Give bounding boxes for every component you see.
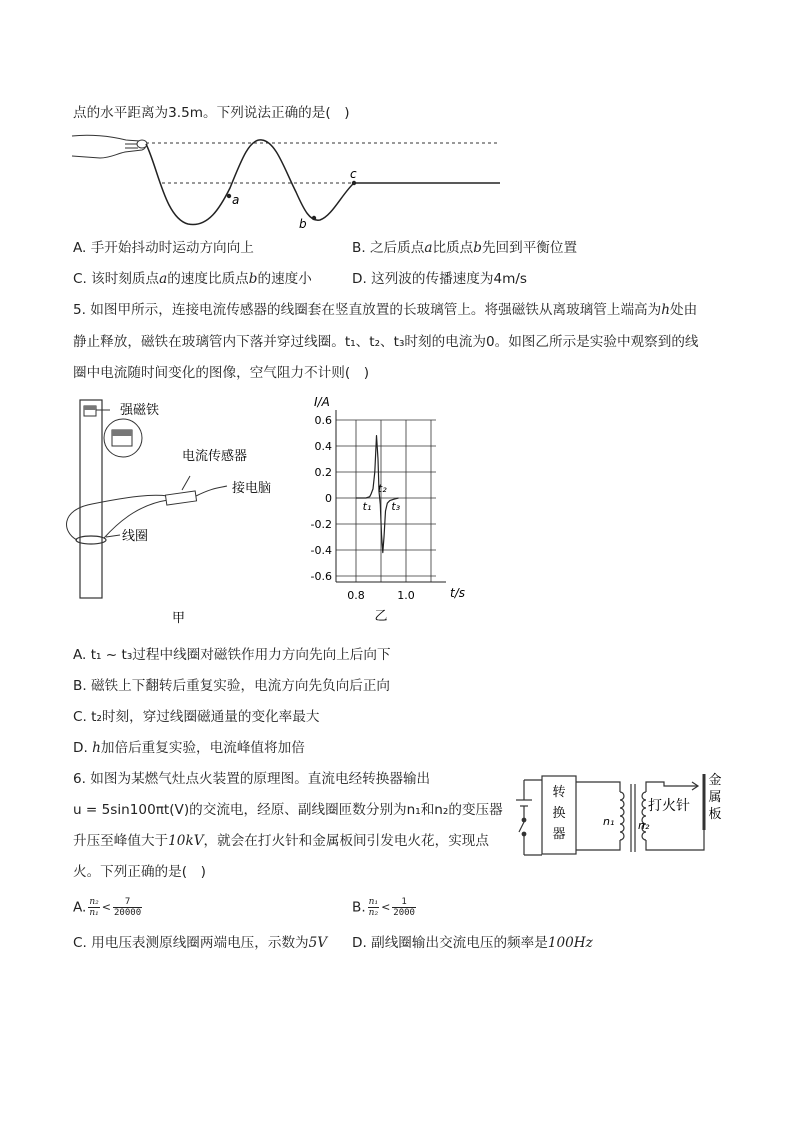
y-tick-label: -0.4 — [310, 544, 332, 557]
glass-tube — [80, 400, 102, 598]
current-sensor-box — [165, 491, 196, 505]
label-a: a — [232, 193, 240, 207]
plate-text-char: 属 — [708, 790, 722, 805]
q5-stem-line3: 圈中电流随时间变化的图像，空气阻力不计则( ) — [73, 365, 370, 381]
primary-coil — [620, 792, 624, 840]
conv-text-char: 换 — [552, 806, 566, 821]
figure-jia — [62, 392, 302, 632]
n2-label: n₂ — [638, 819, 650, 832]
q5-option-a[interactable]: A. t₁ ~ t₃过程中线圈对磁铁作用力方向先向上后向下 — [73, 647, 391, 663]
n1-label: n₁ — [603, 815, 615, 828]
q6-option-c[interactable]: C. 用电压表测原线圈两端电压，示数为5V — [73, 935, 328, 951]
wave-figure — [70, 128, 510, 238]
x-axis-label: t/s — [450, 586, 465, 600]
plate-label — [708, 772, 721, 822]
figure-jia-caption: 甲 — [172, 611, 186, 626]
figure-yi-caption: 乙 — [374, 609, 388, 624]
ignition-circuit-figure — [512, 770, 732, 865]
q5-option-c[interactable]: C. t₂时刻，穿过线圈磁通量的变化率最大 — [73, 709, 320, 725]
label-b: b — [299, 217, 307, 231]
y-tick-label: 0.2 — [314, 466, 332, 479]
current-time-chart — [306, 392, 486, 632]
q6-option-a[interactable]: A. $\frac{\text{n₂}}{\text{n₁}}$ < $\frac{7}{20000}$ — [73, 897, 142, 918]
x-tick-label: 0.8 — [347, 589, 365, 602]
time-annotation: t₃ — [391, 500, 401, 513]
q6-stem-line2: u = 5sin100πt(V)的交流电，经原、副线圈匝数分别为n₁和n₂的变压器 — [73, 802, 503, 818]
q6-stem-line4: 火。下列正确的是( ) — [73, 864, 206, 880]
q4-option-a[interactable]: A. 手开始抖动时运动方向向上 — [73, 240, 254, 256]
point-b — [312, 216, 316, 220]
y-tick-label: -0.6 — [310, 570, 332, 583]
y-axis-label: I/A — [314, 395, 330, 409]
plate-text-char: 金 — [708, 773, 722, 788]
q5-option-d[interactable]: D. h加倍后重复实验，电流峰值将加倍 — [73, 740, 305, 756]
q5-stem-line1: 5. 如图甲所示，连接电流传感器的线圈套在竖直放置的长玻璃管上。将强磁铁从离玻璃管上端高为h处由 — [73, 302, 698, 318]
magnet-label: 强磁铁 — [120, 403, 160, 418]
y-tick-label: 0 — [325, 492, 332, 505]
q5-stem-line2: 静止释放，磁铁在玻璃管内下落并穿过线圈。t₁、t₂、t₃时刻的电流为0。如图乙所示是实验中观察到的线 — [73, 334, 699, 350]
sensor-label: 电流传感器 — [182, 449, 248, 464]
q6-option-d[interactable]: D. 副线圈输出交流电压的频率是100Hz — [352, 935, 593, 951]
secondary-coil — [642, 792, 646, 840]
y-tick-label: 0.4 — [314, 440, 332, 453]
time-annotation: t₁ — [362, 500, 372, 513]
point-c — [352, 181, 356, 185]
wave-curve — [146, 140, 500, 225]
y-tick-label: -0.2 — [310, 518, 332, 531]
coil-label: 线圈 — [122, 529, 149, 544]
plate-text-char: 板 — [708, 807, 722, 822]
conv-text-char: 器 — [552, 827, 566, 842]
q5-option-b[interactable]: B. 磁铁上下翻转后重复实验，电流方向先负向后正向 — [73, 678, 391, 694]
point-a — [227, 194, 231, 198]
label-c: c — [350, 167, 357, 181]
q6-option-b[interactable]: B. $\frac{\text{n₁}}{\text{n₂}}$ < $\frac{1}{2000}$ — [352, 897, 415, 918]
q4-stem-tail: 点的水平距离为3.5m。下列说法正确的是( ) — [73, 105, 350, 121]
q4-option-d[interactable]: D. 这列波的传播速度为4m/s — [352, 271, 528, 287]
hand-icon — [72, 135, 147, 158]
needle-label: 打火针 — [648, 798, 690, 814]
computer-label: 接电脑 — [232, 481, 272, 496]
converter-text — [552, 785, 565, 842]
q6-stem-line1: 6. 如图为某燃气灶点火装置的原理图。直流电经转换器输出 — [73, 771, 431, 787]
conv-text-char: 转 — [552, 785, 566, 800]
q6-stem-line3: 升压至峰值大于10kV，就会在打火针和金属板间引发电火花，实现点 — [73, 833, 489, 849]
q4-option-b[interactable]: B. 之后质点a比质点b先回到平衡位置 — [352, 240, 578, 256]
time-annotation: t₂ — [377, 482, 387, 495]
y-tick-label: 0.6 — [314, 414, 332, 427]
x-tick-label: 1.0 — [397, 589, 415, 602]
q4-option-c[interactable]: C. 该时刻质点a的速度比质点b的速度小 — [73, 271, 312, 287]
